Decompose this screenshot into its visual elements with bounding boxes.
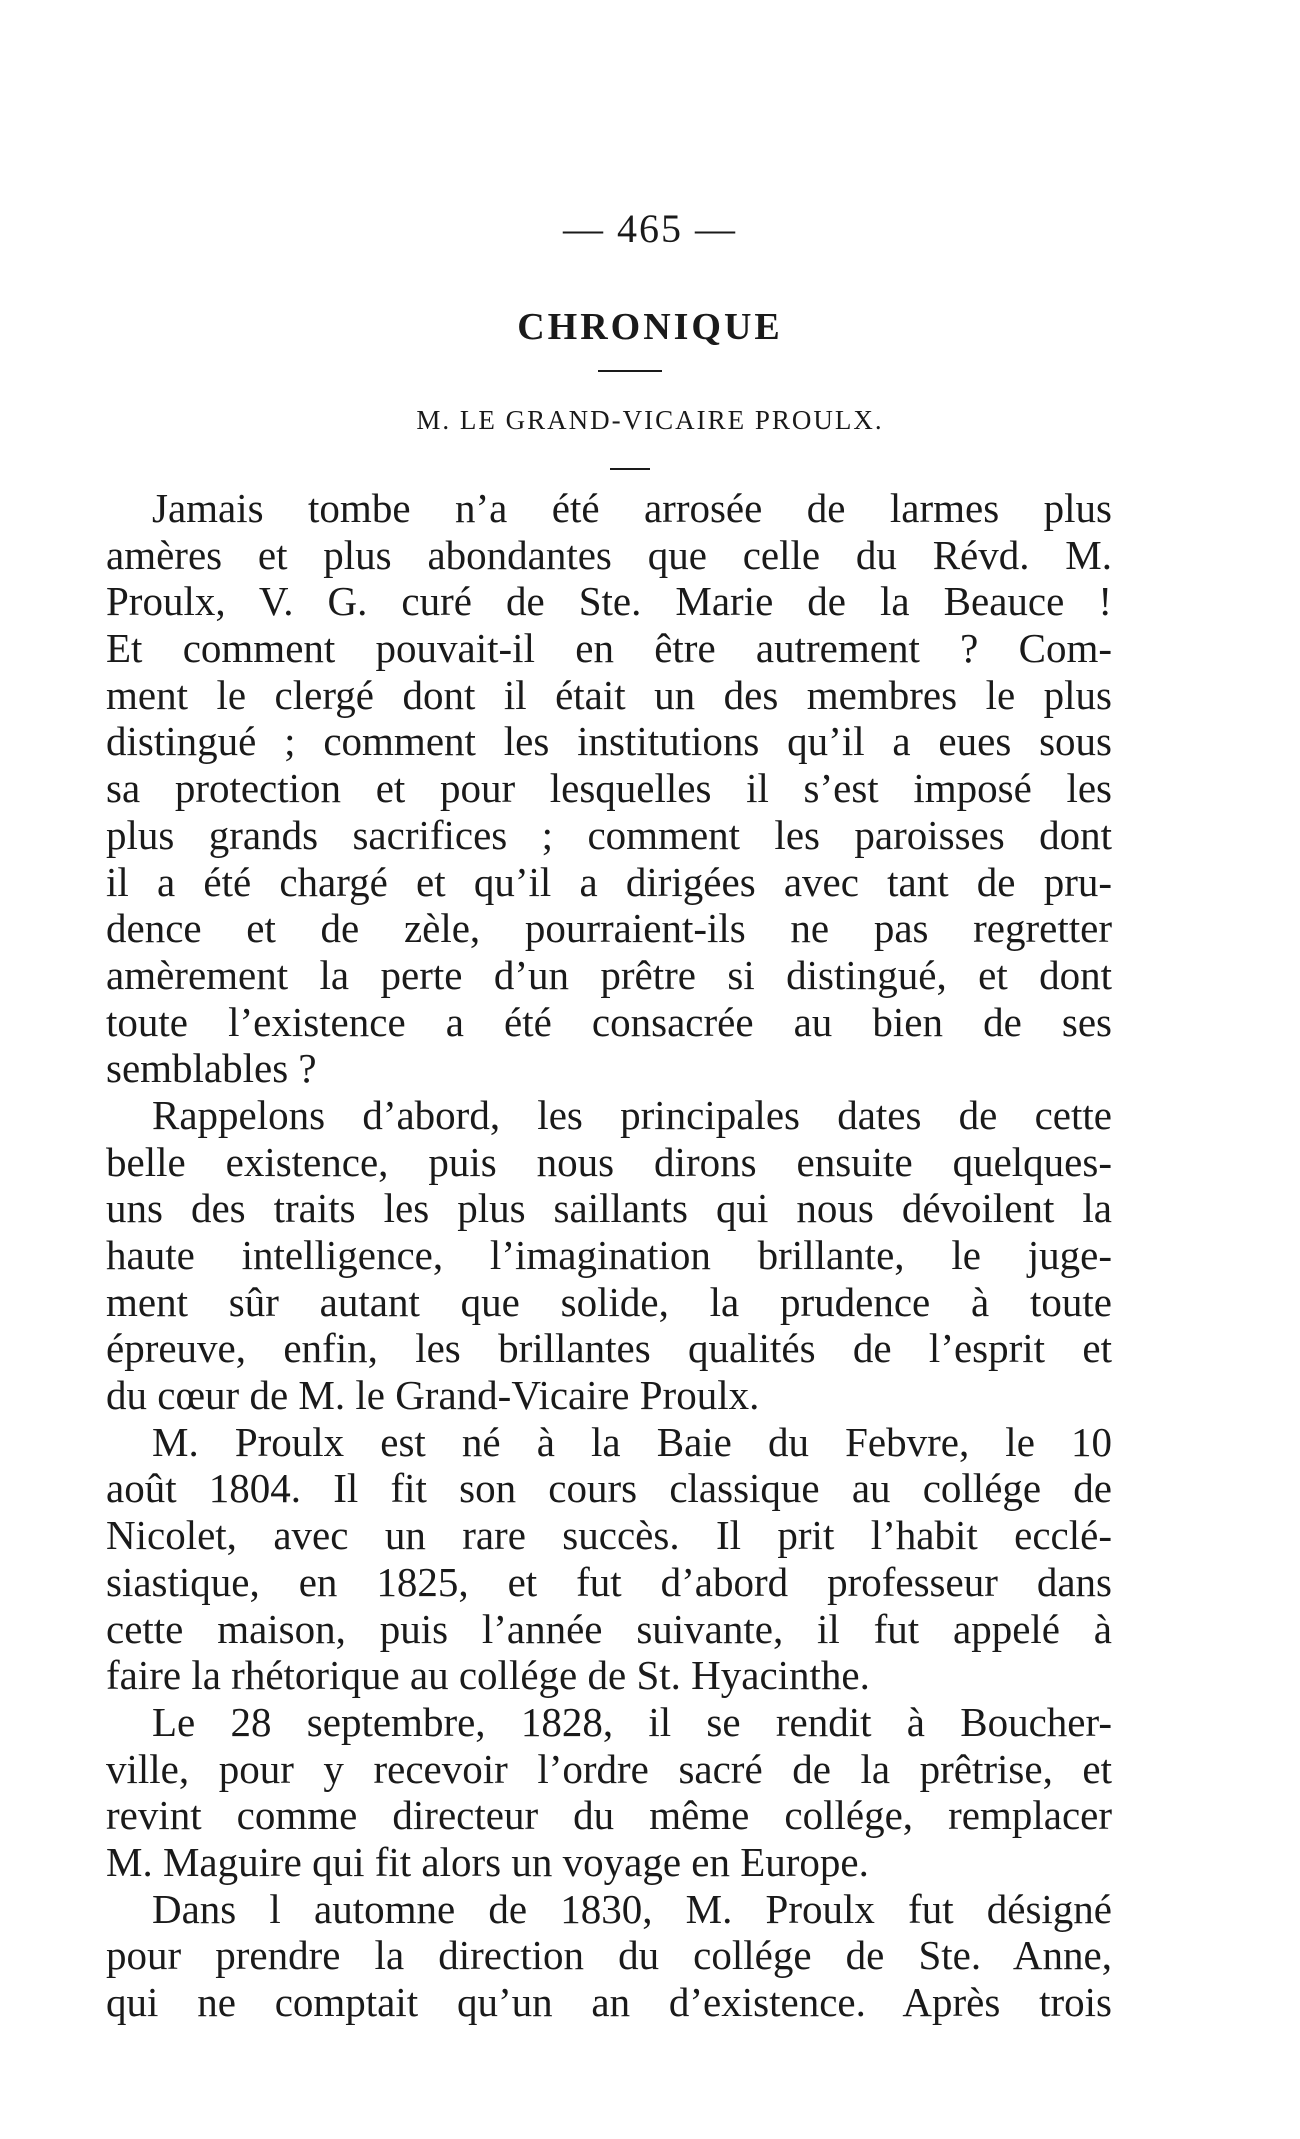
text-line: uns des traits les plus saillants qui nous dévoilent la (106, 1185, 1112, 1232)
text-line: amères et plus abondantes que celle du Révd. M. (106, 531, 1112, 578)
text-line: Proulx, V. G. curé de Ste. Marie de la Beauce ! (106, 578, 1112, 625)
text-line: haute intelligence, l’imagination brillante, le juge- (106, 1232, 1112, 1278)
text-line: M. Maguire qui fit alors un voyage en Europe. (106, 1838, 869, 1885)
text-line: pour prendre la direction du collége de Ste. Anne, (106, 1932, 1112, 1979)
text-line: Dans l automne de 1830, M. Proulx fut désigné (152, 1885, 1112, 1932)
text-line: sa protection et pour lesquelles il s’est imposé les (106, 765, 1112, 812)
text-line: siastique, en 1825, et fut d’abord professeur dans (106, 1558, 1112, 1605)
article-subtitle: M. LE GRAND-VICAIRE PROULX. (416, 405, 884, 435)
text-line: ment sûr autant que solide, la prudence à toute (106, 1278, 1112, 1325)
text-line: distingué ; comment les institutions qu’il a eues sous (106, 718, 1112, 765)
text-line: faire la rhétorique au collége de St. Hyacinthe. (106, 1652, 870, 1699)
text-line: plus grands sacrifices ; comment les paroisses dont (106, 811, 1112, 858)
title-divider (598, 370, 662, 372)
text-line: dence et de zèle, pourraient-ils ne pas regretter (106, 905, 1112, 952)
text-line: belle existence, puis nous dirons ensuite quelques- (106, 1138, 1112, 1185)
text-line: revint comme directeur du même collége, remplacer (106, 1792, 1112, 1839)
text-line: ment le clergé dont il était un des membres le plus (106, 671, 1112, 718)
text-line: du cœur de M. le Grand-Vicaire Proulx. (106, 1372, 760, 1419)
article-body (106, 485, 1112, 2026)
subtitle-divider (610, 468, 650, 470)
text-line: Nicolet, avec un rare succès. Il prit l’habit ecclé- (106, 1512, 1112, 1559)
text-line: ville, pour y recevoir l’ordre sacré de la prêtrise, et (106, 1745, 1112, 1792)
text-line: M. Proulx est né à la Baie du Febvre, le 10 (152, 1418, 1112, 1465)
text-line: août 1804. Il fit son cours classique au collége de (106, 1465, 1112, 1512)
text-line: Rappelons d’abord, les principales dates de cette (152, 1091, 1112, 1138)
text-line: semblables ? (106, 1045, 317, 1092)
text-line: Jamais tombe n’a été arrosée de larmes plus (152, 485, 1112, 531)
text-line: amèrement la perte d’un prêtre si distingué, et dont (106, 951, 1112, 998)
text-line: qui ne comptait qu’un an d’existence. Après trois (106, 1979, 1112, 2025)
text-line: épreuve, enfin, les brillantes qualités de l’esprit et (106, 1325, 1112, 1372)
text-line: Le 28 septembre, 1828, il se rendit à Boucher- (152, 1698, 1112, 1745)
page-number: — 465 — (563, 206, 737, 251)
section-title: CHRONIQUE (517, 306, 783, 348)
text-line: Et comment pouvait-il en être autrement ? Com- (106, 625, 1112, 672)
text-line: cette maison, puis l’année suivante, il fut appelé à (106, 1605, 1112, 1652)
text-line: toute l’existence a été consacrée au bien de ses (106, 998, 1112, 1045)
text-line: il a été chargé et qu’il a dirigées avec tant de pru- (106, 858, 1112, 905)
